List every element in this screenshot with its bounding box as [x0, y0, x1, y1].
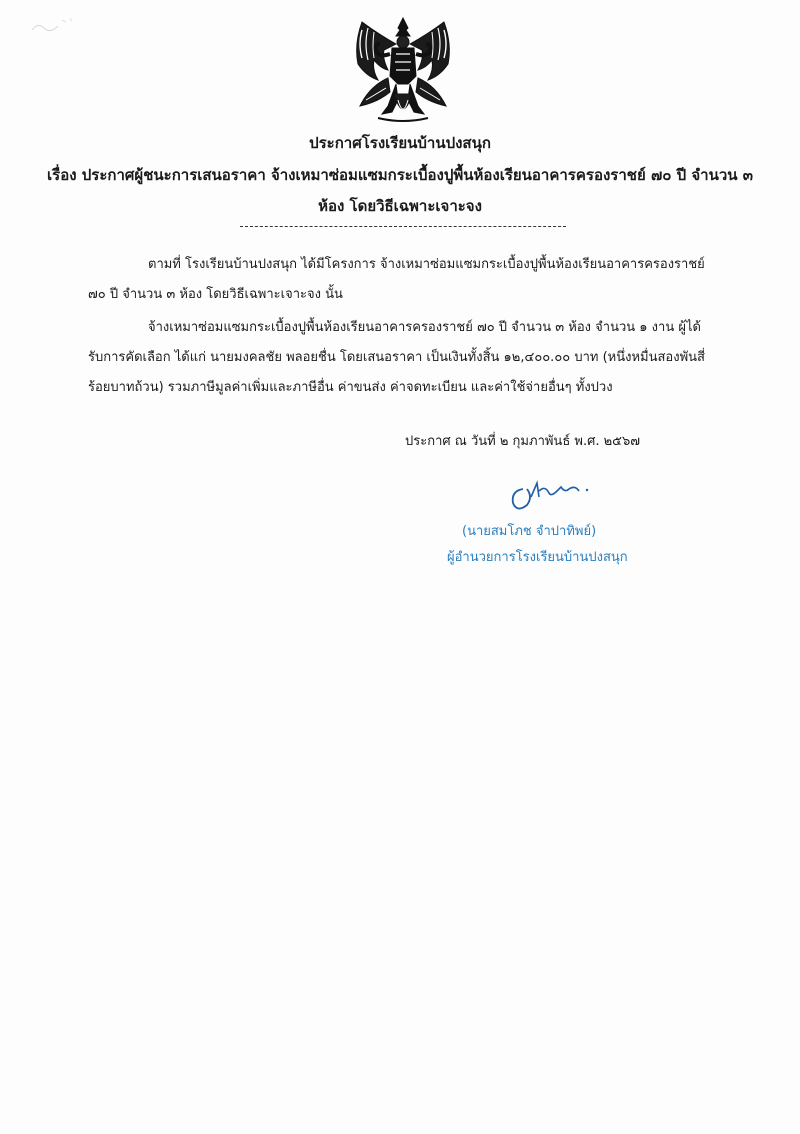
garuda-emblem: [348, 14, 458, 126]
paragraph-2-line-2: รับการคัดเลือก ได้แก่ นายมงคลชัย พลอยชื่น โดยเสนอราคา เป็นเงินทั้งสิ้น ๑๒,๔๐๐.๐๐ บาท (หนึ่งหมื่นสองพันสี่: [88, 350, 705, 365]
paragraph-2-line-1: จ้างเหมาซ่อมแซมกระเบื้องปูพื้นห้องเรียนอาคารครองราชย์ ๗๐ ปี จำนวน ๓ ห้อง จำนวน ๑ งาน ผู้ได้: [148, 320, 701, 335]
announced-date: ประกาศ ณ วันที่ ๒ กุมภาพันธ์ พ.ศ. ๒๕๖๗: [405, 434, 641, 449]
subject-line-2: ห้อง โดยวิธีเฉพาะเจาะจง: [318, 197, 482, 215]
organization-heading: ประกาศโรงเรียนบ้านปงสนุก: [309, 134, 491, 152]
dashed-divider: [240, 226, 566, 227]
handwritten-signature: [505, 475, 605, 515]
scan-smudge: [28, 12, 88, 42]
signer-name: (นายสมโภช จำปาทิพย์): [462, 524, 597, 539]
paragraph-1-line-1: ตามที่ โรงเรียนบ้านปงสนุก ได้มีโครงการ จ้างเหมาซ่อมแซมกระเบื้องปูพื้นห้องเรียนอาคารครองราชย์: [148, 257, 705, 272]
signer-title: ผู้อำนวยการโรงเรียนบ้านปงสนุก: [447, 550, 628, 565]
paragraph-1-line-2: ๗๐ ปี จำนวน ๓ ห้อง โดยวิธีเฉพาะเจาะจง นั้น: [88, 287, 343, 302]
subject-line-1: เรื่อง ประกาศผู้ชนะการเสนอราคา จ้างเหมาซ่อมแซมกระเบื้องปูพื้นห้องเรียนอาคารครองราชย์ ๗๐ ปี จำนวน ๓: [47, 166, 753, 184]
paragraph-2-line-3: ร้อยบาทถ้วน) รวมภาษีมูลค่าเพิ่มและภาษีอื่น ค่าขนส่ง ค่าจดทะเบียน และค่าใช้จ่ายอื่นๆ ทั้งปวง: [88, 380, 613, 395]
